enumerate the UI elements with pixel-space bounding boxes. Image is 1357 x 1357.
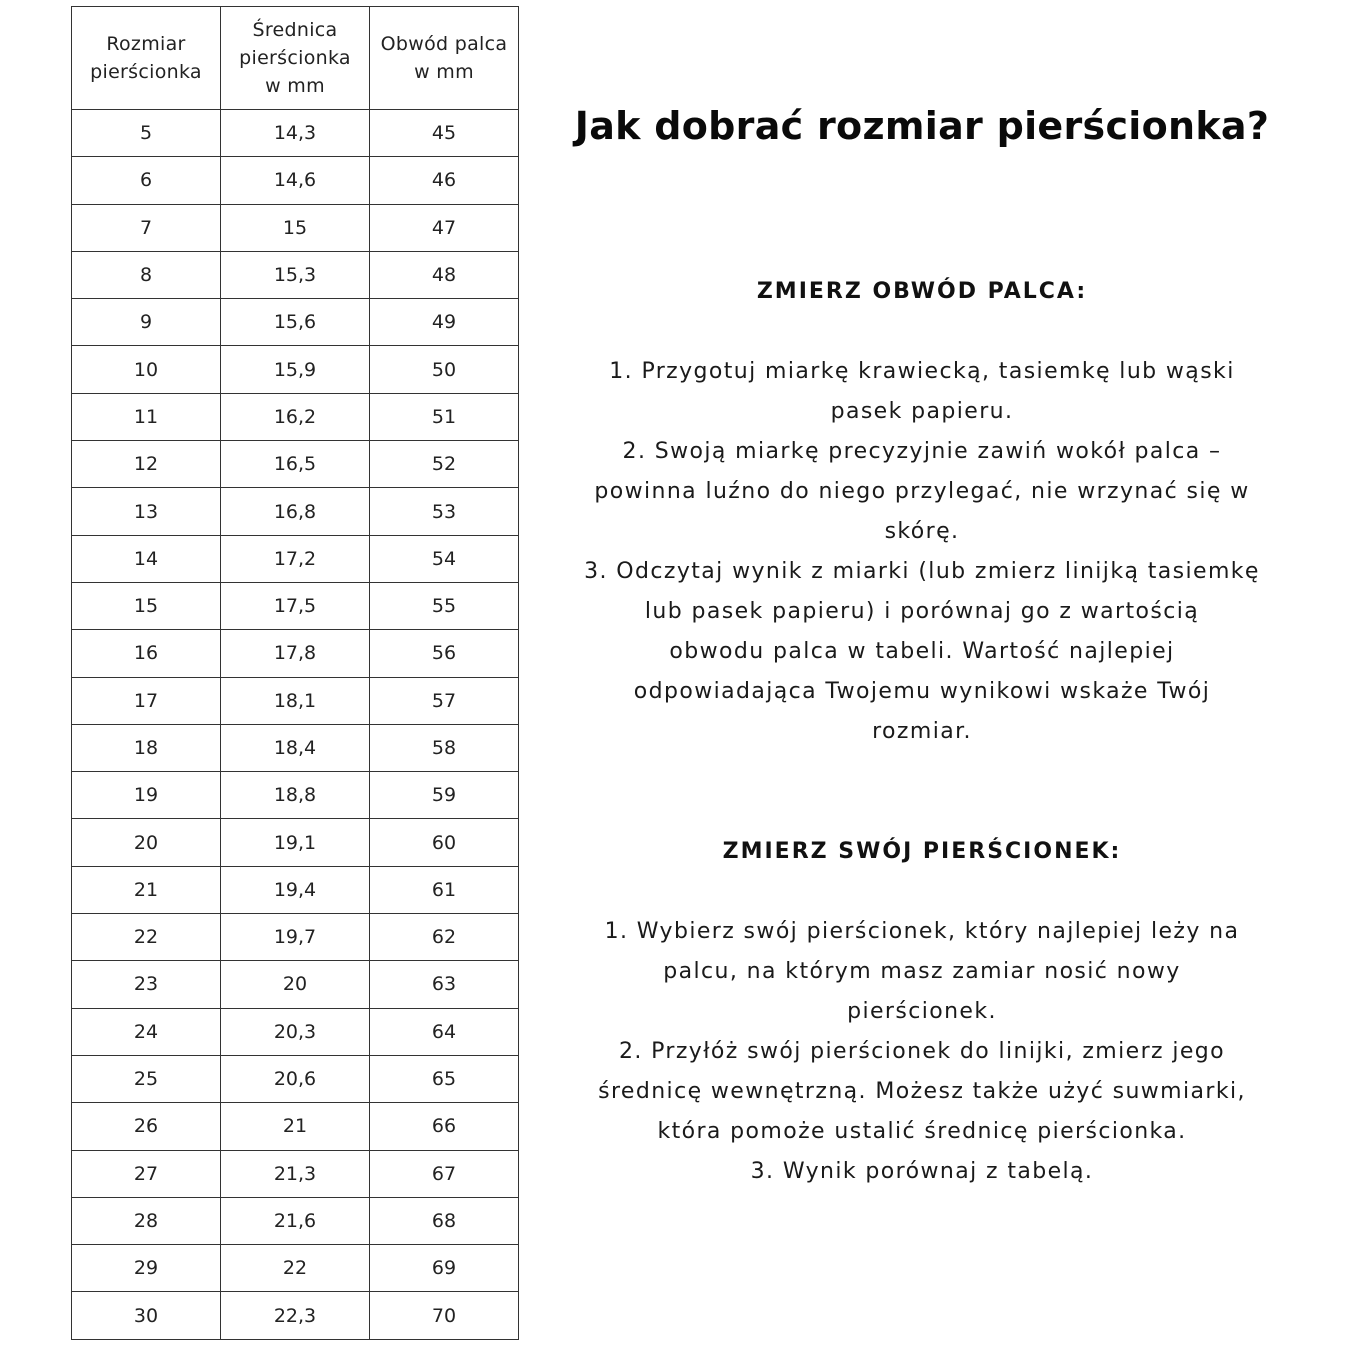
cell-ring-diameter: 17,2 — [221, 535, 370, 582]
cell-finger-circumference: 59 — [370, 772, 519, 819]
table-row — [72, 772, 519, 819]
cell-ring-diameter: 22,3 — [221, 1292, 370, 1339]
cell-ring-size: 9 — [72, 299, 221, 346]
instruction-line: rozmiar. — [872, 719, 972, 744]
cell-ring-size: 6 — [72, 157, 221, 204]
instruction-line: skórę. — [884, 519, 960, 544]
cell-ring-size: 7 — [72, 204, 221, 251]
table-row — [72, 866, 519, 913]
header-line: w mm — [265, 75, 325, 97]
table-row — [72, 1197, 519, 1244]
cell-ring-size: 10 — [72, 346, 221, 393]
section-heading-ring: ZMIERZ SWÓJ PIERŚCIONEK: — [722, 839, 1122, 864]
header-line: pierścionka — [239, 47, 351, 69]
cell-ring-size: 21 — [72, 866, 221, 913]
header-ring-diameter — [221, 7, 370, 110]
cell-finger-circumference: 70 — [370, 1292, 519, 1339]
cell-finger-circumference: 47 — [370, 204, 519, 251]
cell-ring-size: 17 — [72, 677, 221, 724]
table-row — [72, 1292, 519, 1339]
cell-ring-size: 24 — [72, 1008, 221, 1055]
table-row — [72, 914, 519, 961]
cell-ring-size: 11 — [72, 393, 221, 440]
cell-ring-size: 5 — [72, 110, 221, 157]
cell-ring-size: 18 — [72, 724, 221, 771]
cell-finger-circumference: 58 — [370, 724, 519, 771]
cell-ring-diameter: 14,3 — [221, 110, 370, 157]
cell-finger-circumference: 57 — [370, 677, 519, 724]
instruction-line: 3. Odczytaj wynik z miarki (lub zmierz linijką tasiemkę — [584, 559, 1260, 584]
header-ring-size — [72, 7, 221, 110]
table-row — [72, 582, 519, 629]
instruction-line: 1. Przygotuj miarkę krawiecką, tasiemkę lub wąski — [609, 359, 1235, 384]
header-finger-circumference — [370, 7, 519, 110]
page-title: Jak dobrać rozmiar pierścionka? — [574, 104, 1270, 148]
cell-finger-circumference: 45 — [370, 110, 519, 157]
instruction-line: pasek papieru. — [830, 399, 1014, 424]
cell-ring-size: 26 — [72, 1103, 221, 1150]
cell-finger-circumference: 56 — [370, 630, 519, 677]
cell-finger-circumference: 64 — [370, 1008, 519, 1055]
cell-finger-circumference: 67 — [370, 1150, 519, 1197]
cell-finger-circumference: 52 — [370, 441, 519, 488]
cell-ring-diameter: 20,6 — [221, 1055, 370, 1102]
cell-ring-size: 12 — [72, 441, 221, 488]
cell-ring-diameter: 14,6 — [221, 157, 370, 204]
instruction-line: powinna luźno do niego przylegać, nie wrzynać się w — [594, 479, 1250, 504]
instruction-line: średnicę wewnętrzną. Możesz także użyć suwmiarki, — [598, 1079, 1246, 1104]
table-row — [72, 1008, 519, 1055]
cell-ring-size: 27 — [72, 1150, 221, 1197]
cell-ring-size: 28 — [72, 1197, 221, 1244]
table-row — [72, 157, 519, 204]
ring-size-table — [71, 6, 519, 1340]
cell-finger-circumference: 50 — [370, 346, 519, 393]
table-row — [72, 630, 519, 677]
cell-finger-circumference: 66 — [370, 1103, 519, 1150]
cell-ring-size: 16 — [72, 630, 221, 677]
table-row — [72, 961, 519, 1008]
cell-finger-circumference: 54 — [370, 535, 519, 582]
cell-finger-circumference: 60 — [370, 819, 519, 866]
cell-ring-size: 22 — [72, 914, 221, 961]
instruction-line: która pomoże ustalić średnicę pierścionka. — [657, 1119, 1187, 1144]
cell-ring-size: 23 — [72, 961, 221, 1008]
cell-ring-diameter: 19,1 — [221, 819, 370, 866]
cell-ring-diameter: 15,3 — [221, 251, 370, 298]
cell-ring-size: 19 — [72, 772, 221, 819]
cell-ring-diameter: 16,8 — [221, 488, 370, 535]
instruction-line: lub pasek papieru) i porównaj go z wartością — [644, 599, 1200, 624]
cell-ring-size: 29 — [72, 1245, 221, 1292]
table-row — [72, 204, 519, 251]
cell-ring-diameter: 15,6 — [221, 299, 370, 346]
table-row — [72, 535, 519, 582]
cell-ring-size: 8 — [72, 251, 221, 298]
instruction-line: odpowiadająca Twojemu wynikowi wskaże Twój — [633, 679, 1211, 704]
table-row — [72, 393, 519, 440]
table-row — [72, 1055, 519, 1102]
table-row — [72, 299, 519, 346]
instruction-line: 1. Wybierz swój pierścionek, który najlepiej leży na — [604, 919, 1240, 944]
table-row — [72, 346, 519, 393]
header-line: Średnica — [252, 19, 338, 41]
table-row — [72, 441, 519, 488]
table-row — [72, 488, 519, 535]
table-row — [72, 1150, 519, 1197]
header-line: Obwód palca — [380, 33, 508, 55]
table-row — [72, 1245, 519, 1292]
cell-finger-circumference: 63 — [370, 961, 519, 1008]
cell-ring-diameter: 18,4 — [221, 724, 370, 771]
cell-ring-size: 14 — [72, 535, 221, 582]
table-row — [72, 1103, 519, 1150]
header-line: pierścionka — [90, 61, 202, 83]
table-row — [72, 251, 519, 298]
instruction-line: palcu, na którym masz zamiar nosić nowy — [663, 959, 1181, 984]
instruction-line: 2. Przyłóż swój pierścionek do linijki, zmierz jego — [618, 1039, 1226, 1064]
cell-ring-diameter: 17,8 — [221, 630, 370, 677]
cell-finger-circumference: 62 — [370, 914, 519, 961]
cell-ring-diameter: 15,9 — [221, 346, 370, 393]
instruction-line: 2. Swoją miarkę precyzyjnie zawiń wokół palca – — [622, 439, 1222, 464]
table-body — [72, 110, 519, 1340]
cell-ring-diameter: 19,4 — [221, 866, 370, 913]
instruction-line: pierścionek. — [847, 999, 997, 1024]
table-row — [72, 819, 519, 866]
cell-ring-size: 25 — [72, 1055, 221, 1102]
cell-ring-size: 15 — [72, 582, 221, 629]
cell-finger-circumference: 61 — [370, 866, 519, 913]
instruction-line: obwodu palca w tabeli. Wartość najlepiej — [669, 639, 1175, 664]
cell-ring-diameter: 21 — [221, 1103, 370, 1150]
cell-ring-diameter: 17,5 — [221, 582, 370, 629]
cell-finger-circumference: 69 — [370, 1245, 519, 1292]
section-heading-finger: ZMIERZ OBWÓD PALCA: — [756, 279, 1088, 304]
table-row — [72, 677, 519, 724]
header-line: Rozmiar — [106, 33, 186, 55]
cell-finger-circumference: 46 — [370, 157, 519, 204]
cell-ring-diameter: 20,3 — [221, 1008, 370, 1055]
table-header-row — [72, 7, 519, 110]
cell-finger-circumference: 53 — [370, 488, 519, 535]
cell-ring-diameter: 16,5 — [221, 441, 370, 488]
cell-finger-circumference: 65 — [370, 1055, 519, 1102]
ring-instructions — [548, 912, 1296, 1192]
cell-ring-size: 30 — [72, 1292, 221, 1339]
table-row — [72, 724, 519, 771]
cell-ring-diameter: 16,2 — [221, 393, 370, 440]
cell-ring-size: 13 — [72, 488, 221, 535]
cell-ring-diameter: 15 — [221, 204, 370, 251]
cell-ring-diameter: 18,1 — [221, 677, 370, 724]
cell-ring-diameter: 18,8 — [221, 772, 370, 819]
cell-ring-diameter: 20 — [221, 961, 370, 1008]
cell-ring-diameter: 21,3 — [221, 1150, 370, 1197]
cell-finger-circumference: 48 — [370, 251, 519, 298]
cell-finger-circumference: 68 — [370, 1197, 519, 1244]
cell-ring-diameter: 19,7 — [221, 914, 370, 961]
cell-ring-size: 20 — [72, 819, 221, 866]
table-row — [72, 110, 519, 157]
cell-ring-diameter: 22 — [221, 1245, 370, 1292]
cell-finger-circumference: 49 — [370, 299, 519, 346]
instruction-line: 3. Wynik porównaj z tabelą. — [750, 1159, 1094, 1184]
header-line: w mm — [414, 61, 474, 83]
cell-finger-circumference: 55 — [370, 582, 519, 629]
finger-instructions — [548, 352, 1296, 752]
cell-finger-circumference: 51 — [370, 393, 519, 440]
cell-ring-diameter: 21,6 — [221, 1197, 370, 1244]
